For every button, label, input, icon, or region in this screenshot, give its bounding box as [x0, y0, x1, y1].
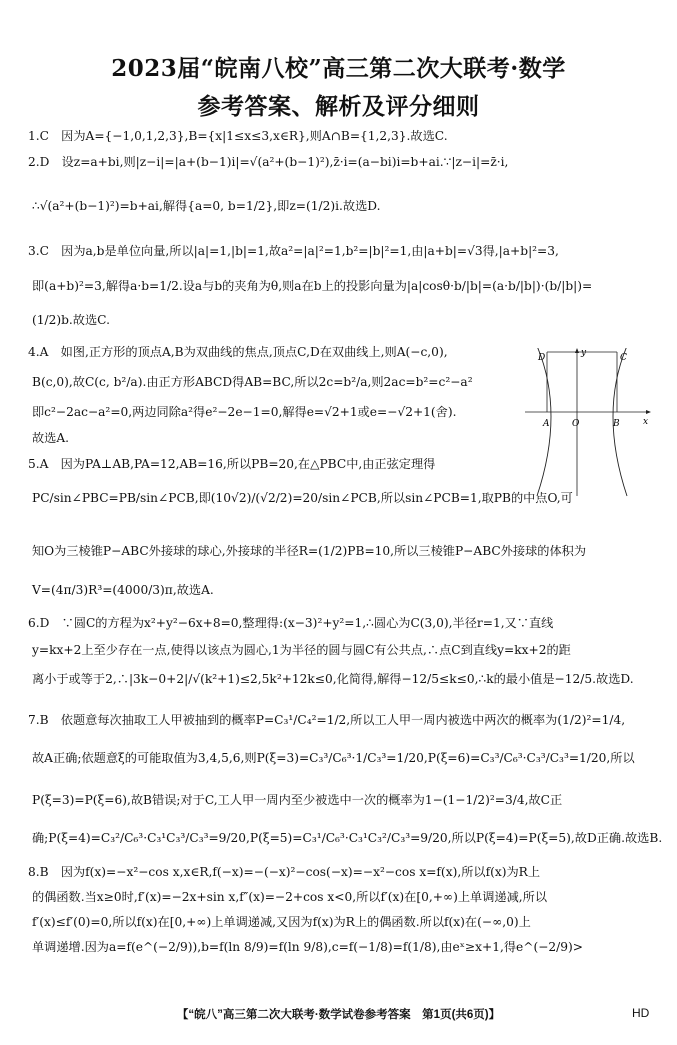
answer-1-line-1: 1.C 因为A={−1,0,1,2,3},B={x|1≤x≤3,x∈R},则A∩B={1,2,3}.故选C. [28, 129, 448, 143]
answer-7-line-4: 确;P(ξ=4)=C₃²/C₆³·C₃¹C₃³/C₃³=9/20,P(ξ=5)=C₃¹/C₆³·C₃¹C₃²/C₃³=9/20,所以P(ξ=4)=P(ξ=5),故D正确.故选B. [32, 831, 663, 845]
answer-2-line-2: ∴√(a²+(b−1)²)=b+ai,解得{a=0, b=1/2},即z=(1/2)i.故选D. [32, 199, 381, 213]
answer-6-line-2: y=kx+2上至少存在一点,使得以该点为圆心,1为半径的圆与圆C有公共点,∴点C到直线y=kx+2的距 [32, 643, 571, 657]
answer-5-line-1: 5.A 因为PA⊥AB,PA=12,AB=16,所以PB=20,在△PBC中,由正弦定理得 [28, 457, 436, 471]
answer-4-line-2: B(c,0),故C(c, b²/a).由正方形ABCD得AB=BC,所以2c=b²/a,则2ac=b²=c²−a² [32, 375, 473, 389]
answer-7-line-1: 7.B 依题意每次抽取工人甲被抽到的概率P=C₃¹/C₄²=1/2,所以工人甲一周内被选中两次的概率为(1/2)²=1/4, [28, 713, 626, 727]
answer-3-line-2: 即(a+b)²=3,解得a·b=1/2.设a与b的夹角为θ,则a在b上的投影向量为|a|cosθ·b/|b|=(a·b/|b|)·(b/|b|)= [32, 279, 593, 293]
answer-3-line-1: 3.C 因为a,b是单位向量,所以|a|=1,|b|=1,故a²=|a|²=1,b²=|b|²=1,由|a+b|=√3得,|a+b|²=3, [28, 244, 559, 258]
footer-code: HD [632, 1006, 650, 1020]
hyperbola-figure [525, 348, 655, 498]
page-footer: 【“皖八”高三第二次大联考·数学试卷参考答案 第1页(共6页)】 [176, 1009, 501, 1021]
answer-6-line-3: 离小于或等于2,∴|3k−0+2|/√(k²+1)≤2,5k²+12k≤0,化简得,解得−12/5≤k≤0,∴k的最小值是−12/5.故选D. [32, 672, 634, 686]
label-D: D [538, 353, 546, 363]
answer-2-line-1: 2.D 设z=a+bi,则|z−i|=|a+(b−1)i|=√(a²+(b−1)²),z̄·i=(a−bi)i=b+ai.∵|z−i|=z̄·i, [28, 155, 509, 169]
answer-6-line-1: 6.D ∵圆C的方程为x²+y²−6x+8=0,整理得:(x−3)²+y²=1,∴圆心为C(3,0),半径r=1,又∵直线 [28, 616, 554, 630]
label-A: A [543, 419, 550, 429]
answer-8-line-3: f′(x)≤f′(0)=0,所以f(x)在[0,+∞)上单调递减,又因为f(x)为R上的偶函数.所以f(x)在(−∞,0)上 [32, 915, 531, 929]
x-axis-arrow [646, 410, 651, 414]
label-B: B [613, 419, 620, 429]
answer-7-line-3: P(ξ=3)=P(ξ=6),故B错误;对于C,工人甲一周内至少被选中一次的概率为1−(1−1/2)²=3/4,故C正 [32, 793, 563, 807]
label-C: C [620, 353, 627, 363]
answer-8-line-1: 8.B 因为f(x)=−x²−cos x,x∈R,f(−x)=−(−x)²−cos(−x)=−x²−cos x=f(x),所以f(x)为R上 [28, 865, 541, 879]
title-line-2: 参考答案、解析及评分细则 [197, 93, 480, 120]
label-y: y [581, 348, 587, 358]
answer-5-line-4: V=(4π/3)R³=(4000/3)π,故选A. [32, 583, 214, 597]
answer-7-line-2: 故A正确;依题意ξ的可能取值为3,4,5,6,则P(ξ=3)=C₃³/C₆³·1/C₃³=1/20,P(ξ=6)=C₃³/C₆³·C₃³/C₃³=1/20,所以 [32, 751, 635, 765]
answer-3-line-3: (1/2)b.故选C. [32, 313, 110, 327]
answer-8-line-2: 的偶函数.当x≥0时,f′(x)=−2x+sin x,f″(x)=−2+cos x<0,所以f′(x)在[0,+∞)上单调递减,所以 [32, 890, 548, 904]
answer-5-line-2: PC/sin∠PBC=PB/sin∠PCB,即(10√2)/(√2/2)=20/sin∠PCB,所以sin∠PCB=1,取PB的中点O,可 [32, 491, 573, 505]
answer-5-line-3: 知O为三棱锥P−ABC外接球的球心,外接球的半径R=(1/2)PB=10,所以三棱锥P−ABC外接球的体积为 [32, 544, 587, 558]
label-x: x [643, 417, 649, 427]
title-line-1: 2023届“皖南八校”高三第二次大联考·数学 [111, 55, 566, 82]
answer-4-line-1: 4.A 如图,正方形的顶点A,B为双曲线的焦点,顶点C,D在双曲线上,则A(−c,0), [28, 345, 448, 359]
label-O: O [572, 419, 580, 429]
answer-8-line-4: 单调递增.因为a=f(e^(−2/9)),b=f(ln 8/9)=f(ln 9/8),c=f(−1/8)=f(1/8),由eˣ≥x+1,得e^(−2/9)> [32, 940, 583, 954]
answer-4-line-3: 即c²−2ac−a²=0,两边同除a²得e²−2e−1=0,解得e=√2+1或e=−√2+1(舍). [32, 405, 457, 419]
answer-4-line-4: 故选A. [32, 431, 70, 445]
